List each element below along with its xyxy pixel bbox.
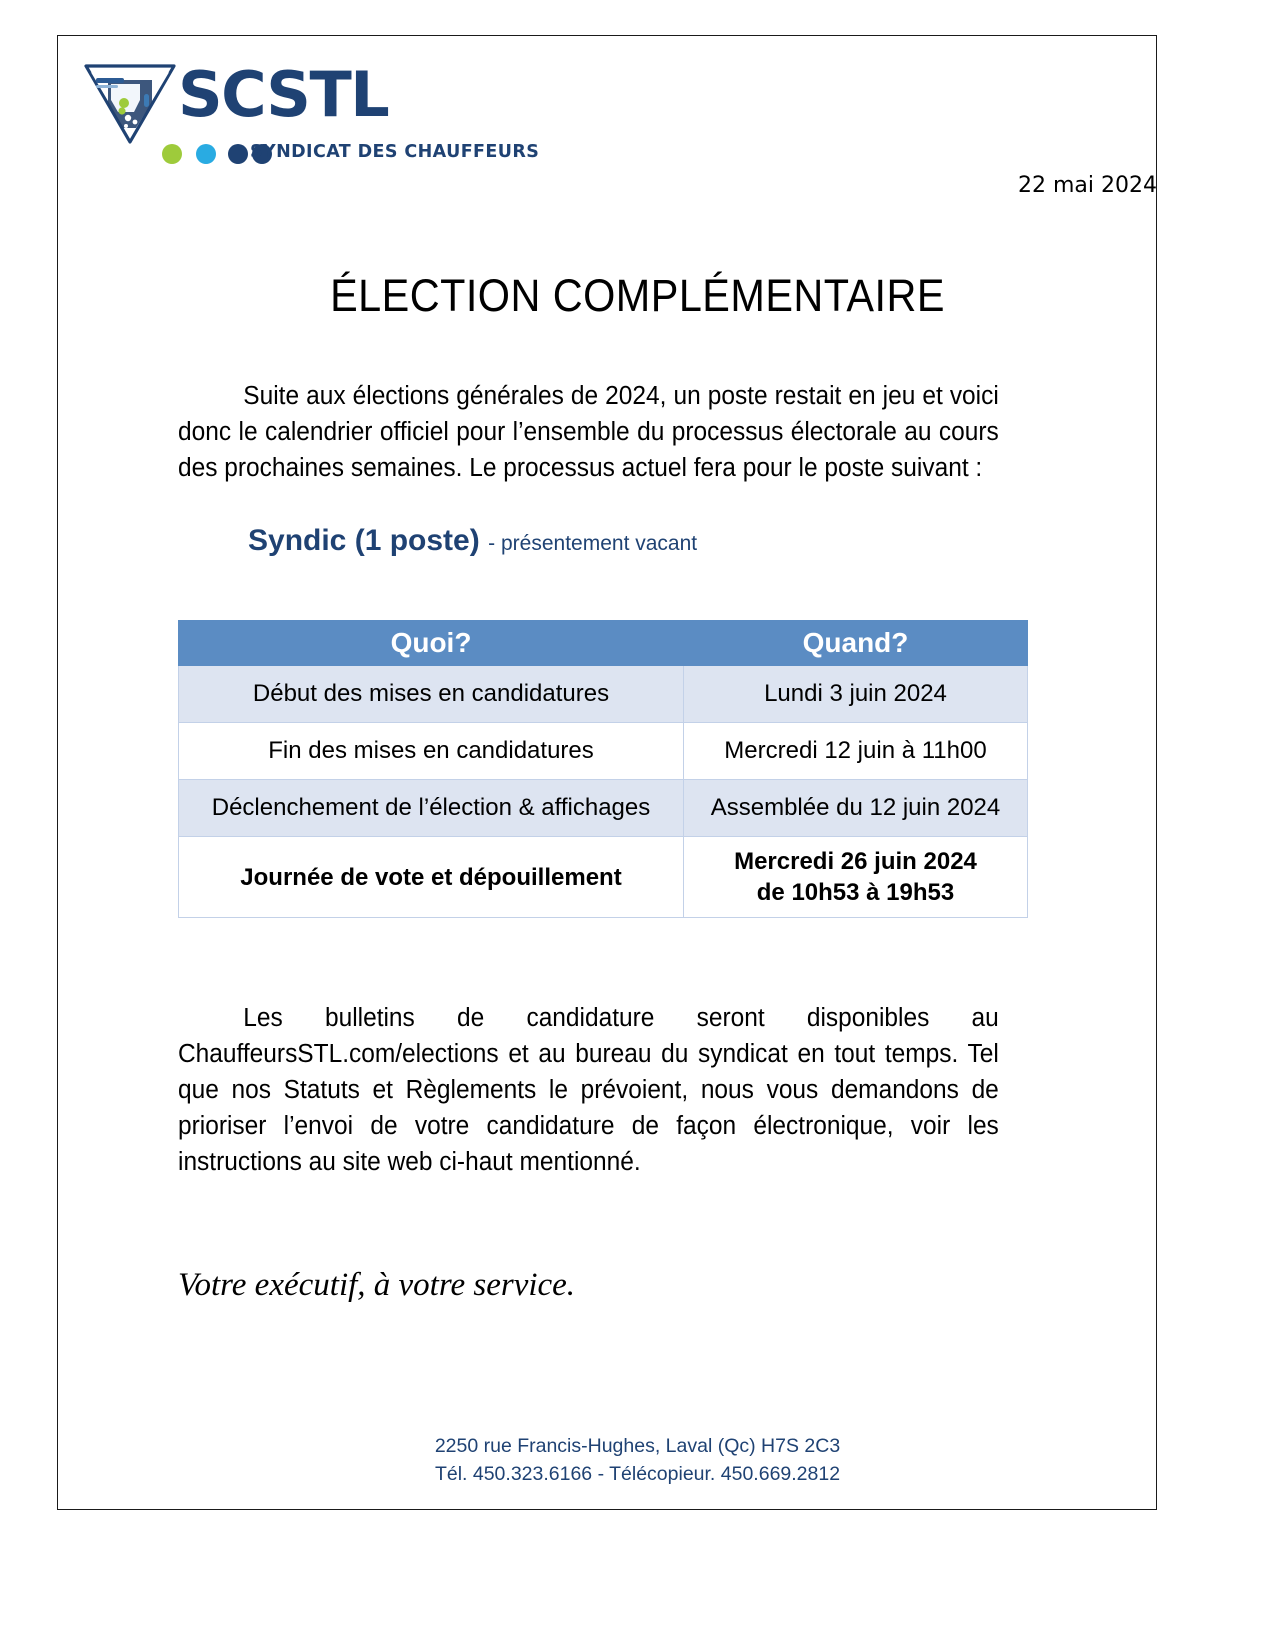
footer [0, 1432, 1275, 1488]
table-row [179, 837, 1028, 918]
funnel-bus-logo-icon [78, 58, 182, 148]
table-header-row [179, 621, 1028, 666]
logo-tagline: SYNDICAT DES CHAUFFEURS [250, 142, 540, 162]
cell-quand-hours: de 10h53 à 19h53 [756, 879, 955, 906]
schedule-table [178, 620, 1028, 918]
cell-quoi: Début des mises en candidatures [179, 666, 684, 723]
cell-quand: Lundi 3 juin 2024 [684, 666, 1028, 723]
cell-quand [684, 837, 1028, 918]
cell-quoi: Fin des mises en candidatures [179, 723, 684, 780]
cell-quoi: Journée de vote et dépouillement [179, 837, 684, 918]
footer-contact: Tél. 450.323.6166 - Télécopieur. 450.669.2812 [434, 1463, 841, 1485]
logo-dot-cyan [196, 144, 216, 164]
logo-dot-green [162, 144, 182, 164]
post-status-note: - présentement vacant [488, 532, 698, 555]
cell-quoi: Déclenchement de l’élection & affichages [179, 780, 684, 837]
logo-dots [162, 144, 254, 166]
signature-line: Votre exécutif, à votre service. [178, 1267, 576, 1303]
scstl-logo [78, 58, 540, 178]
bulletins-paragraph: Les bulletins de candidature seront disponibles au ChauffeursSTL.com/elections et au bureau du syndicat en tout temps. Tel que nos Statuts et Règlements le prévoient, nous vous demandons de prioriser l’envoi de votre candidature de façon électronique, voir les instructions au site web ci-haut mentionné. [178, 1004, 999, 1176]
table-row [179, 780, 1028, 837]
column-header-quoi: Quoi? [179, 621, 684, 666]
post-title: Syndic (1 poste) [248, 524, 480, 557]
footer-address: 2250 rue Francis-Hughes, Laval (Qc) H7S 2C3 [434, 1435, 841, 1457]
page-title: ÉLECTION COMPLÉMENTAIRE [330, 270, 945, 321]
table-row [179, 666, 1028, 723]
table-row [179, 723, 1028, 780]
intro-paragraph: Suite aux élections générales de 2024, un poste restait en jeu et voici donc le calendrier officiel pour l’ensemble du processus électorale au cours des prochaines semaines. Le processus actuel fera pour le poste suivant : [178, 382, 999, 482]
cell-quand-date: Mercredi 26 juin 2024 [734, 848, 977, 875]
cell-quand: Assemblée du 12 juin 2024 [684, 780, 1028, 837]
logo-wordmark: SCSTL [178, 58, 389, 131]
logo-dot-navy-1 [228, 144, 248, 164]
vacant-post-heading [248, 524, 697, 558]
document-date: 22 mai 2024 [1018, 173, 1157, 198]
cell-quand: Mercredi 12 juin à 11h00 [684, 723, 1028, 780]
column-header-quand: Quand? [684, 621, 1028, 666]
